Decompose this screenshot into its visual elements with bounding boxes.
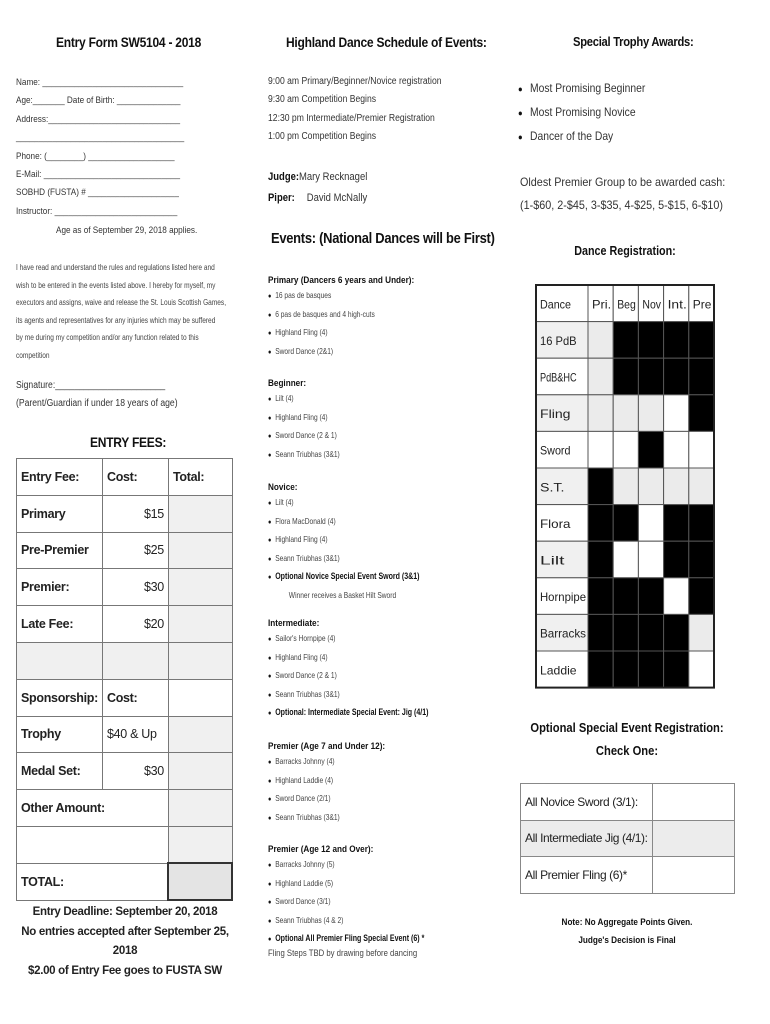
table-row xyxy=(17,606,233,643)
waiver-line: by me during my competition and/or any function related to this xyxy=(16,333,199,342)
bullet-icon: ● xyxy=(268,433,272,441)
event-item: Flora MacDonald (4) xyxy=(275,515,336,526)
schedule-column xyxy=(268,0,500,1024)
registration-cell xyxy=(613,358,638,395)
table-row xyxy=(521,820,735,857)
event-group-intermediate xyxy=(268,618,469,723)
piper-label: Piper: xyxy=(268,191,295,204)
registration-cell xyxy=(613,651,638,688)
table-row xyxy=(17,569,233,606)
event-item: Optional: Intermediate Special Event: Jig (4/1) xyxy=(275,707,429,718)
registration-cell xyxy=(664,431,689,468)
sponsor-cost: $40 & Up xyxy=(102,716,168,753)
fee-blank-cell xyxy=(17,642,103,679)
list-item xyxy=(268,513,420,532)
dance-name: Hornpipe xyxy=(540,590,587,605)
registration-cell xyxy=(613,578,638,615)
list-item xyxy=(268,306,404,325)
events-heading xyxy=(271,230,495,247)
bullet-icon: ● xyxy=(268,936,272,944)
event-group-beginner xyxy=(268,378,358,464)
table-row xyxy=(17,459,233,496)
dance-name: Barracks xyxy=(540,626,586,641)
award-item: Most Promising Novice xyxy=(530,105,636,119)
awards-title: Special Trophy Awards: xyxy=(573,34,694,49)
optional-event-label: All Intermediate Jig (4/1): xyxy=(521,820,653,857)
list-item xyxy=(268,494,420,513)
list-item xyxy=(268,875,424,894)
event-item: Seann Triubhas (3&1) xyxy=(275,448,340,459)
bullet-icon: ● xyxy=(518,132,523,142)
event-item: Barracks Johnny (5) xyxy=(275,859,335,869)
registration-cell xyxy=(588,651,613,688)
event-group-heading: Intermediate: xyxy=(268,618,320,629)
dance-registration-title: Dance Registration: xyxy=(574,244,676,258)
fee-blank-cell xyxy=(102,642,168,679)
event-item: Sword Dance (2&1) xyxy=(275,345,334,356)
list-item xyxy=(268,343,404,362)
registration-cell xyxy=(588,468,613,505)
sponsor-header: Cost: xyxy=(102,679,168,716)
event-item: Highland Fling (4) xyxy=(275,534,328,545)
registration-cell xyxy=(613,395,638,432)
event-group-premier-junior xyxy=(268,741,404,827)
bullet-icon: ● xyxy=(268,330,272,338)
bullet-icon: ● xyxy=(268,880,272,888)
list-item xyxy=(268,753,377,772)
sponsor-label: Other Amount: xyxy=(17,790,169,827)
list-item xyxy=(268,324,404,343)
bullet-icon: ● xyxy=(268,691,272,699)
sponsor-total-cell[interactable] xyxy=(168,826,232,863)
registration-cell xyxy=(664,614,689,651)
sponsor-blank-cell xyxy=(17,826,169,863)
event-group-primary xyxy=(268,275,438,361)
instructor-field[interactable]: Instructor: ___________________________ xyxy=(16,205,178,217)
registration-cell xyxy=(613,505,638,542)
registration-cell xyxy=(638,651,663,688)
registration-cell xyxy=(689,614,714,651)
fee-label: Pre-Premier xyxy=(17,532,103,569)
registration-cell xyxy=(638,541,663,578)
fling-note: Fling Steps TBD by drawing before dancing xyxy=(268,948,418,958)
note-line: Note: No Aggregate Points Given. xyxy=(561,917,693,928)
table-row xyxy=(17,826,233,863)
optional-event-label: All Premier Fling (6)* xyxy=(521,857,653,894)
event-item: Lilt (4) xyxy=(275,497,294,507)
schedule-title: Highland Dance Schedule of Events: xyxy=(286,34,487,50)
judge-label: Judge: xyxy=(268,171,300,183)
table-row xyxy=(521,784,735,821)
event-item: Sailor's Hornpipe (4) xyxy=(275,633,336,643)
address-field-line2[interactable]: _____________________________________ xyxy=(16,132,185,144)
fee-total-cell[interactable] xyxy=(168,569,232,606)
judge-line xyxy=(268,167,367,188)
waiver-line: competition xyxy=(16,350,50,360)
award-item: Most Promising Beginner xyxy=(530,81,646,95)
registration-cell xyxy=(664,395,689,432)
event-item: Optional Novice Special Event Sword (3&1) xyxy=(275,571,420,582)
event-group-heading: Premier (Age 12 and Over): xyxy=(268,844,374,855)
registration-cell xyxy=(689,358,714,395)
registration-cell xyxy=(588,395,613,432)
header-label: Dance xyxy=(540,297,572,312)
bullet-icon: ● xyxy=(268,537,272,545)
event-group-heading: Novice: xyxy=(268,482,298,493)
entry-fees-title: ENTRY FEES: xyxy=(90,434,167,450)
dance-name: Sword xyxy=(540,443,571,458)
event-group-heading: Premier (Age 7 and Under 12): xyxy=(268,741,386,752)
list-item xyxy=(268,531,420,550)
registration-cell xyxy=(588,431,613,468)
deadline-line: Entry Deadline: September 20, 2018 xyxy=(32,906,218,918)
age-dob-field[interactable]: Age:_______ Date of Birth: ______________ xyxy=(16,95,181,107)
dance-name: Fling xyxy=(540,407,571,422)
fees-header: Cost: xyxy=(102,459,168,496)
event-item: Seann Triubhas (3&1) xyxy=(275,552,340,563)
fee-cost: $20 xyxy=(102,606,168,643)
dance-name: Lilt xyxy=(540,553,566,568)
bullet-icon: ● xyxy=(268,636,272,643)
table-row xyxy=(17,863,233,900)
waiver-line: executors and assigns, waive and release the St. Louis Scottish Games, xyxy=(16,298,227,307)
waiver-line: its agents and representatives for any injuries which may be suffered xyxy=(16,315,216,325)
list-item xyxy=(268,568,420,587)
bullet-icon: ● xyxy=(268,451,272,459)
bullet-icon: ● xyxy=(268,555,272,563)
registration-cell xyxy=(664,505,689,542)
table-row xyxy=(17,753,233,790)
list-item xyxy=(518,125,645,149)
fee-label: Primary xyxy=(17,495,103,532)
entry-form-title: Entry Form SW5104 - 2018 xyxy=(56,34,202,50)
registration-cell xyxy=(613,541,638,578)
optional-event-check[interactable] xyxy=(652,857,734,894)
event-item: Lilt (4) xyxy=(275,393,294,403)
dance-name: Laddie xyxy=(540,663,577,678)
header-label: Pre xyxy=(692,297,712,312)
event-group-premier-senior xyxy=(268,844,463,949)
event-item: Highland Laddie (5) xyxy=(275,877,334,888)
event-note: Winner receives a Basket Hilt Sword xyxy=(288,589,397,600)
grand-total-cell[interactable] xyxy=(168,863,232,900)
registration-cell xyxy=(689,505,714,542)
list-item xyxy=(268,667,429,686)
registration-cell xyxy=(664,541,689,578)
registration-cell xyxy=(588,505,613,542)
fee-total-cell[interactable] xyxy=(168,532,232,569)
fee-cost: $25 xyxy=(102,532,168,569)
schedule-item: 12:30 pm Intermediate/Premier Registration xyxy=(268,112,435,124)
dance-name: S.T. xyxy=(540,480,565,495)
registration-cell xyxy=(638,614,663,651)
bullet-icon: ● xyxy=(268,759,272,766)
registration-cell xyxy=(638,395,663,432)
event-item: Sword Dance (2 & 1) xyxy=(275,670,337,681)
events-label: Events xyxy=(271,230,312,247)
piper-line xyxy=(268,188,367,209)
registration-cell xyxy=(664,651,689,688)
optional-title: Optional Special Event Registration: xyxy=(530,720,724,735)
bullet-icon: ● xyxy=(268,500,272,507)
registration-cell xyxy=(689,578,714,615)
registration-cell xyxy=(638,578,663,615)
bullet-icon: ● xyxy=(268,862,272,869)
list-item xyxy=(518,77,645,101)
registration-cell xyxy=(689,541,714,578)
registration-cell xyxy=(638,505,663,542)
event-item: Seann Triubhas (3&1) xyxy=(275,688,340,699)
registration-cell xyxy=(613,431,638,468)
registration-cell xyxy=(588,578,613,615)
registration-cell xyxy=(588,541,613,578)
fees-header: Total: xyxy=(168,459,232,496)
list-item xyxy=(268,686,429,705)
registration-cell xyxy=(664,358,689,395)
registration-cell xyxy=(689,468,714,505)
bullet-icon: ● xyxy=(268,814,272,822)
event-item: Highland Fling (4) xyxy=(275,327,328,338)
list-item xyxy=(268,704,429,723)
fee-cost: $15 xyxy=(102,495,168,532)
header-label: Pri. xyxy=(592,297,612,312)
event-item: Highland Laddie (4) xyxy=(275,774,334,785)
oldest-premier-note: Oldest Premier Group to be awarded cash: (1-$60, 2-$45, 3-$35, 4-$25, 5-$15, 6-$10) xyxy=(520,175,726,212)
dance-registration-table xyxy=(535,284,717,690)
header-label: Nov xyxy=(642,297,661,312)
sponsor-header: Sponsorship: xyxy=(17,679,103,716)
list-item xyxy=(268,790,377,809)
event-item: Optional All Premier Fling Special Event (6) * xyxy=(275,933,425,944)
bullet-icon: ● xyxy=(268,348,272,356)
registration-cell xyxy=(689,322,714,359)
event-item: Barracks Johnny (4) xyxy=(275,756,335,766)
list-item xyxy=(268,856,424,875)
list-item xyxy=(268,630,429,649)
event-group-heading: Primary (Dancers 6 years and Under): xyxy=(268,275,415,286)
entry-form-column xyxy=(16,0,234,1024)
bullet-icon: ● xyxy=(268,574,272,582)
sponsor-label: Medal Set: xyxy=(17,753,103,790)
registration-cell xyxy=(588,358,613,395)
list-item xyxy=(268,390,340,409)
schedule-item: 1:00 pm Competition Begins xyxy=(268,130,377,142)
optional-event-check[interactable] xyxy=(652,820,734,857)
list-item xyxy=(518,101,645,125)
officials xyxy=(268,167,383,208)
registration-cell xyxy=(638,358,663,395)
sponsor-label: Trophy xyxy=(17,716,103,753)
sponsor-total-cell[interactable] xyxy=(168,716,232,753)
phone-field[interactable]: Phone: (________) ___________________ xyxy=(16,150,175,162)
bullet-icon: ● xyxy=(268,396,272,403)
list-item xyxy=(268,409,340,428)
list-item xyxy=(268,550,420,569)
registration-cell xyxy=(588,614,613,651)
sponsor-cost: $30 xyxy=(102,753,168,790)
deadline-note xyxy=(16,903,234,981)
registration-cell xyxy=(613,468,638,505)
event-item: Sword Dance (2 & 1) xyxy=(275,430,337,441)
fee-label: Premier: xyxy=(17,569,103,606)
waiver-text xyxy=(16,259,272,364)
dance-name: PdB&HC xyxy=(540,370,577,385)
list-item xyxy=(268,427,340,446)
deadline-line: No entries accepted after September 25, 2018 xyxy=(21,925,229,957)
fee-total-cell[interactable] xyxy=(168,495,232,532)
event-item: Seann Triubhas (3&1) xyxy=(275,811,340,822)
event-item: Sword Dance (3/1) xyxy=(275,896,331,907)
awards-list xyxy=(518,77,666,149)
sponsor-header-blank xyxy=(168,679,232,716)
event-group-heading: Beginner: xyxy=(268,378,307,389)
registration-cell xyxy=(664,322,689,359)
bullet-icon: ● xyxy=(268,777,272,785)
registration-cell xyxy=(638,468,663,505)
bullet-icon: ● xyxy=(268,710,272,718)
bullet-icon: ● xyxy=(268,311,272,319)
name-field[interactable]: Name: _______________________________ xyxy=(16,77,184,88)
list-item xyxy=(268,446,340,465)
waiver-line: I have read and understand the rules and regulations listed here and xyxy=(16,263,215,272)
registration-cell xyxy=(613,322,638,359)
list-item xyxy=(268,649,429,668)
event-item: 6 pas de basques and 4 high-cuts xyxy=(275,308,375,319)
registration-cell xyxy=(638,431,663,468)
schedule-item: 9:30 am Competition Begins xyxy=(268,94,377,106)
event-item: Highland Fling (4) xyxy=(275,651,328,662)
bullet-icon: ● xyxy=(268,654,272,662)
schedule-item: 9:00 am Primary/Beginner/Novice registration xyxy=(268,76,442,87)
registration-cell xyxy=(664,468,689,505)
fee-blank-cell xyxy=(168,642,232,679)
list-item xyxy=(268,809,377,828)
fees-header: Entry Fee: xyxy=(17,459,103,496)
bullet-icon: ● xyxy=(268,518,272,526)
optional-event-check[interactable] xyxy=(652,784,734,821)
address-field[interactable]: Address:_____________________________ xyxy=(16,113,181,125)
table-row xyxy=(17,679,233,716)
bullet-icon: ● xyxy=(268,673,272,681)
signature-field[interactable]: Signature:_______________________ xyxy=(16,380,166,391)
note-line: Judge's Decision is Final xyxy=(578,935,676,946)
table-row xyxy=(521,857,735,894)
event-item: 16 pas de basques xyxy=(275,290,332,300)
parent-note: (Parent/Guardian if under 18 years of age) xyxy=(16,398,178,409)
bullet-icon: ● xyxy=(268,293,272,300)
total-label: TOTAL: xyxy=(17,863,169,900)
fee-label: Late Fee: xyxy=(17,606,103,643)
events-title: : (National Dances will be First) xyxy=(311,230,495,247)
schedule-list xyxy=(268,73,470,146)
deadline-line: $2.00 of Entry Fee goes to FUSTA SW xyxy=(28,964,222,977)
list-item xyxy=(268,287,404,306)
dance-name: 16 PdB xyxy=(540,333,577,348)
event-item: Highland Fling (4) xyxy=(275,411,328,422)
email-field[interactable]: E-Mail: ______________________________ xyxy=(16,168,181,180)
optional-registration-heading xyxy=(526,716,727,762)
list-item xyxy=(268,930,424,949)
registration-cell xyxy=(689,395,714,432)
sponsor-total-cell[interactable] xyxy=(168,790,232,827)
registration-cell xyxy=(613,614,638,651)
event-group-novice xyxy=(268,482,457,604)
award-item: Dancer of the Day xyxy=(530,129,614,143)
bullet-icon: ● xyxy=(268,917,272,925)
entry-fees-table xyxy=(16,458,233,901)
registration-cell xyxy=(664,578,689,615)
table-row xyxy=(17,532,233,569)
registration-cell xyxy=(588,322,613,359)
sponsor-total-cell[interactable] xyxy=(168,753,232,790)
list-item xyxy=(268,772,377,791)
event-item: Seann Triubhas (4 & 2) xyxy=(275,914,344,925)
bullet-icon: ● xyxy=(268,796,272,804)
registration-cell xyxy=(689,651,714,688)
registration-cell xyxy=(689,431,714,468)
table-row xyxy=(17,790,233,827)
waiver-line: wish to be entered in the events listed above. I hereby for myself, my xyxy=(16,280,216,290)
judge-name: Mary Recknagel xyxy=(298,171,368,183)
list-item xyxy=(268,912,424,931)
list-item xyxy=(268,893,424,912)
optional-event-label: All Novice Sword (3/1): xyxy=(521,784,653,821)
bullet-icon: ● xyxy=(518,84,523,94)
optional-subtitle: Check One: xyxy=(595,743,659,758)
header-label: Beg xyxy=(617,297,636,312)
fee-cost: $30 xyxy=(102,569,168,606)
aggregate-note xyxy=(526,914,727,950)
table-row xyxy=(17,716,233,753)
table-row xyxy=(17,495,233,532)
awards-column xyxy=(510,0,760,1024)
fee-total-cell[interactable] xyxy=(168,606,232,643)
piper-name: David McNally xyxy=(306,191,368,204)
registration-cell xyxy=(638,322,663,359)
dance-name: Flora xyxy=(540,516,571,531)
age-note: Age as of September 29, 2018 applies. xyxy=(56,225,198,236)
table-row xyxy=(17,642,233,679)
header-label: Int. xyxy=(667,297,687,312)
bullet-icon: ● xyxy=(268,414,272,422)
sobhd-field[interactable]: SOBHD (FUSTA) # ____________________ xyxy=(16,187,179,199)
list-item xyxy=(268,587,420,604)
event-item: Sword Dance (2/1) xyxy=(275,793,331,804)
entry-fields xyxy=(16,74,234,221)
optional-registration-table xyxy=(520,783,735,894)
bullet-icon: ● xyxy=(268,899,272,907)
bullet-icon: ● xyxy=(518,108,523,118)
